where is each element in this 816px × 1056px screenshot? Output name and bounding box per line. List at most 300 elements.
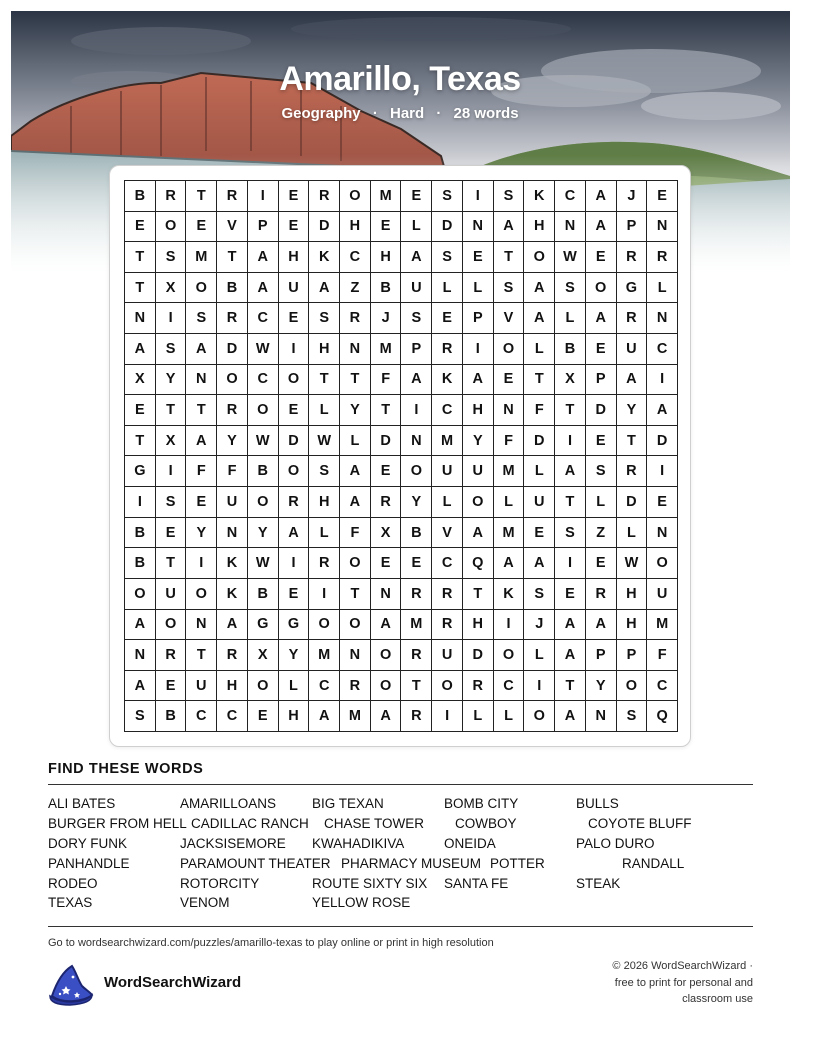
- grid-cell[interactable]: K: [494, 579, 525, 610]
- grid-cell[interactable]: S: [156, 334, 187, 365]
- grid-cell[interactable]: M: [432, 426, 463, 457]
- grid-cell[interactable]: V: [217, 212, 248, 243]
- grid-cell[interactable]: N: [340, 640, 371, 671]
- grid-cell[interactable]: U: [401, 273, 432, 304]
- grid-cell[interactable]: L: [494, 701, 525, 732]
- grid-cell[interactable]: L: [524, 456, 555, 487]
- grid-cell[interactable]: J: [617, 181, 648, 212]
- grid-cell[interactable]: O: [494, 640, 525, 671]
- grid-cell[interactable]: P: [617, 640, 648, 671]
- grid-cell[interactable]: A: [524, 548, 555, 579]
- grid-cell[interactable]: L: [494, 487, 525, 518]
- grid-cell[interactable]: I: [647, 456, 678, 487]
- grid-cell[interactable]: T: [156, 548, 187, 579]
- grid-cell[interactable]: T: [340, 365, 371, 396]
- grid-cell[interactable]: K: [217, 548, 248, 579]
- grid-cell[interactable]: L: [524, 334, 555, 365]
- grid-cell[interactable]: U: [647, 579, 678, 610]
- grid-cell[interactable]: O: [279, 456, 310, 487]
- grid-cell[interactable]: E: [156, 671, 187, 702]
- grid-cell[interactable]: A: [524, 273, 555, 304]
- grid-cell[interactable]: I: [494, 610, 525, 641]
- grid-cell[interactable]: Y: [217, 426, 248, 457]
- grid-cell[interactable]: W: [617, 548, 648, 579]
- grid-cell[interactable]: X: [125, 365, 156, 396]
- grid-cell[interactable]: I: [156, 456, 187, 487]
- grid-cell[interactable]: E: [279, 181, 310, 212]
- grid-cell[interactable]: T: [125, 273, 156, 304]
- grid-cell[interactable]: H: [309, 487, 340, 518]
- grid-cell[interactable]: O: [524, 701, 555, 732]
- grid-cell[interactable]: E: [647, 487, 678, 518]
- grid-cell[interactable]: R: [371, 487, 402, 518]
- grid-cell[interactable]: R: [617, 456, 648, 487]
- grid-cell[interactable]: D: [432, 212, 463, 243]
- grid-cell[interactable]: A: [309, 273, 340, 304]
- grid-cell[interactable]: E: [647, 181, 678, 212]
- grid-cell[interactable]: G: [279, 610, 310, 641]
- grid-cell[interactable]: A: [647, 395, 678, 426]
- grid-cell[interactable]: O: [248, 671, 279, 702]
- grid-cell[interactable]: E: [279, 395, 310, 426]
- grid-cell[interactable]: A: [494, 212, 525, 243]
- grid-cell[interactable]: A: [371, 701, 402, 732]
- grid-cell[interactable]: Y: [586, 671, 617, 702]
- grid-cell[interactable]: O: [494, 334, 525, 365]
- grid-cell[interactable]: A: [279, 518, 310, 549]
- grid-cell[interactable]: C: [647, 334, 678, 365]
- grid-cell[interactable]: N: [463, 212, 494, 243]
- grid-cell[interactable]: Q: [647, 701, 678, 732]
- grid-cell[interactable]: T: [125, 426, 156, 457]
- grid-cell[interactable]: S: [555, 518, 586, 549]
- grid-cell[interactable]: H: [279, 242, 310, 273]
- grid-cell[interactable]: P: [586, 365, 617, 396]
- grid-cell[interactable]: E: [125, 395, 156, 426]
- grid-cell[interactable]: A: [555, 701, 586, 732]
- grid-cell[interactable]: W: [309, 426, 340, 457]
- grid-cell[interactable]: M: [186, 242, 217, 273]
- grid-cell[interactable]: E: [586, 242, 617, 273]
- grid-cell[interactable]: S: [494, 273, 525, 304]
- grid-cell[interactable]: R: [432, 610, 463, 641]
- grid-cell[interactable]: F: [340, 518, 371, 549]
- grid-cell[interactable]: N: [186, 610, 217, 641]
- grid-cell[interactable]: G: [125, 456, 156, 487]
- grid-cell[interactable]: R: [279, 487, 310, 518]
- grid-cell[interactable]: L: [279, 671, 310, 702]
- grid-cell[interactable]: A: [340, 456, 371, 487]
- grid-cell[interactable]: R: [401, 640, 432, 671]
- grid-cell[interactable]: R: [647, 242, 678, 273]
- grid-cell[interactable]: U: [524, 487, 555, 518]
- grid-cell[interactable]: I: [555, 548, 586, 579]
- grid-cell[interactable]: C: [248, 365, 279, 396]
- grid-cell[interactable]: D: [617, 487, 648, 518]
- grid-cell[interactable]: A: [555, 456, 586, 487]
- grid-cell[interactable]: N: [371, 579, 402, 610]
- grid-cell[interactable]: E: [125, 212, 156, 243]
- grid-cell[interactable]: X: [156, 426, 187, 457]
- grid-cell[interactable]: H: [279, 701, 310, 732]
- grid-cell[interactable]: A: [494, 548, 525, 579]
- grid-cell[interactable]: C: [309, 671, 340, 702]
- grid-cell[interactable]: P: [617, 212, 648, 243]
- grid-cell[interactable]: P: [248, 212, 279, 243]
- grid-cell[interactable]: O: [309, 610, 340, 641]
- grid-cell[interactable]: V: [494, 303, 525, 334]
- grid-cell[interactable]: W: [248, 548, 279, 579]
- grid-cell[interactable]: R: [617, 303, 648, 334]
- grid-cell[interactable]: T: [371, 395, 402, 426]
- grid-cell[interactable]: D: [309, 212, 340, 243]
- grid-cell[interactable]: A: [524, 303, 555, 334]
- grid-cell[interactable]: R: [217, 181, 248, 212]
- grid-cell[interactable]: U: [279, 273, 310, 304]
- grid-cell[interactable]: R: [617, 242, 648, 273]
- grid-cell[interactable]: X: [371, 518, 402, 549]
- grid-cell[interactable]: O: [248, 395, 279, 426]
- grid-cell[interactable]: E: [186, 212, 217, 243]
- grid-cell[interactable]: N: [555, 212, 586, 243]
- grid-cell[interactable]: L: [432, 487, 463, 518]
- grid-cell[interactable]: O: [248, 487, 279, 518]
- grid-cell[interactable]: U: [463, 456, 494, 487]
- grid-cell[interactable]: E: [279, 303, 310, 334]
- grid-cell[interactable]: O: [371, 640, 402, 671]
- grid-cell[interactable]: O: [340, 181, 371, 212]
- grid-cell[interactable]: I: [401, 395, 432, 426]
- grid-cell[interactable]: D: [647, 426, 678, 457]
- grid-cell[interactable]: M: [371, 334, 402, 365]
- grid-cell[interactable]: E: [248, 701, 279, 732]
- grid-cell[interactable]: E: [186, 487, 217, 518]
- grid-cell[interactable]: A: [586, 181, 617, 212]
- grid-cell[interactable]: F: [494, 426, 525, 457]
- grid-cell[interactable]: T: [524, 365, 555, 396]
- grid-cell[interactable]: I: [463, 181, 494, 212]
- grid-cell[interactable]: A: [463, 365, 494, 396]
- grid-cell[interactable]: T: [186, 395, 217, 426]
- grid-cell[interactable]: E: [401, 548, 432, 579]
- grid-cell[interactable]: P: [401, 334, 432, 365]
- grid-cell[interactable]: T: [401, 671, 432, 702]
- grid-cell[interactable]: R: [156, 640, 187, 671]
- grid-cell[interactable]: D: [586, 395, 617, 426]
- grid-cell[interactable]: D: [524, 426, 555, 457]
- grid-cell[interactable]: T: [340, 579, 371, 610]
- grid-cell[interactable]: O: [647, 548, 678, 579]
- grid-cell[interactable]: A: [217, 610, 248, 641]
- grid-cell[interactable]: Y: [279, 640, 310, 671]
- grid-cell[interactable]: S: [617, 701, 648, 732]
- grid-cell[interactable]: X: [156, 273, 187, 304]
- grid-cell[interactable]: H: [309, 334, 340, 365]
- grid-cell[interactable]: E: [524, 518, 555, 549]
- grid-cell[interactable]: G: [248, 610, 279, 641]
- grid-cell[interactable]: S: [432, 242, 463, 273]
- grid-cell[interactable]: C: [217, 701, 248, 732]
- grid-cell[interactable]: N: [186, 365, 217, 396]
- grid-cell[interactable]: F: [524, 395, 555, 426]
- grid-cell[interactable]: R: [432, 334, 463, 365]
- grid-cell[interactable]: H: [617, 579, 648, 610]
- grid-cell[interactable]: W: [248, 334, 279, 365]
- grid-cell[interactable]: U: [156, 579, 187, 610]
- grid-cell[interactable]: N: [340, 334, 371, 365]
- grid-cell[interactable]: A: [248, 242, 279, 273]
- grid-cell[interactable]: E: [555, 579, 586, 610]
- grid-cell[interactable]: O: [125, 579, 156, 610]
- grid-cell[interactable]: N: [401, 426, 432, 457]
- grid-cell[interactable]: M: [309, 640, 340, 671]
- grid-cell[interactable]: S: [156, 242, 187, 273]
- grid-cell[interactable]: T: [156, 395, 187, 426]
- grid-cell[interactable]: H: [217, 671, 248, 702]
- grid-cell[interactable]: O: [432, 671, 463, 702]
- grid-cell[interactable]: F: [647, 640, 678, 671]
- grid-cell[interactable]: T: [186, 181, 217, 212]
- grid-cell[interactable]: R: [340, 303, 371, 334]
- grid-cell[interactable]: D: [279, 426, 310, 457]
- grid-cell[interactable]: C: [186, 701, 217, 732]
- grid-cell[interactable]: L: [463, 701, 494, 732]
- grid-cell[interactable]: I: [186, 548, 217, 579]
- grid-cell[interactable]: A: [248, 273, 279, 304]
- grid-cell[interactable]: E: [371, 212, 402, 243]
- grid-cell[interactable]: I: [555, 426, 586, 457]
- grid-cell[interactable]: F: [371, 365, 402, 396]
- grid-cell[interactable]: Q: [463, 548, 494, 579]
- grid-cell[interactable]: S: [494, 181, 525, 212]
- grid-cell[interactable]: U: [617, 334, 648, 365]
- grid-cell[interactable]: R: [309, 181, 340, 212]
- grid-cell[interactable]: A: [555, 610, 586, 641]
- grid-cell[interactable]: H: [524, 212, 555, 243]
- grid-cell[interactable]: H: [617, 610, 648, 641]
- grid-cell[interactable]: A: [617, 365, 648, 396]
- grid-cell[interactable]: C: [494, 671, 525, 702]
- grid-cell[interactable]: I: [463, 334, 494, 365]
- grid-cell[interactable]: S: [432, 181, 463, 212]
- grid-cell[interactable]: B: [371, 273, 402, 304]
- grid-cell[interactable]: V: [432, 518, 463, 549]
- grid-cell[interactable]: C: [432, 548, 463, 579]
- grid-cell[interactable]: L: [586, 487, 617, 518]
- grid-cell[interactable]: B: [156, 701, 187, 732]
- grid-cell[interactable]: T: [555, 671, 586, 702]
- grid-cell[interactable]: C: [647, 671, 678, 702]
- grid-cell[interactable]: B: [401, 518, 432, 549]
- grid-cell[interactable]: Y: [340, 395, 371, 426]
- grid-cell[interactable]: O: [617, 671, 648, 702]
- grid-cell[interactable]: I: [432, 701, 463, 732]
- grid-cell[interactable]: C: [248, 303, 279, 334]
- grid-cell[interactable]: M: [494, 518, 525, 549]
- grid-cell[interactable]: Y: [617, 395, 648, 426]
- grid-cell[interactable]: Y: [463, 426, 494, 457]
- grid-cell[interactable]: I: [279, 334, 310, 365]
- grid-cell[interactable]: U: [432, 456, 463, 487]
- grid-cell[interactable]: L: [524, 640, 555, 671]
- grid-cell[interactable]: Y: [248, 518, 279, 549]
- footer-link-text[interactable]: Go to wordsearchwizard.com/puzzles/amarillo-texas to play online or print in high resolution: [48, 937, 494, 949]
- grid-cell[interactable]: T: [309, 365, 340, 396]
- grid-cell[interactable]: M: [401, 610, 432, 641]
- grid-cell[interactable]: N: [647, 303, 678, 334]
- grid-cell[interactable]: A: [586, 212, 617, 243]
- grid-cell[interactable]: L: [401, 212, 432, 243]
- grid-cell[interactable]: M: [647, 610, 678, 641]
- grid-cell[interactable]: L: [340, 426, 371, 457]
- grid-cell[interactable]: U: [432, 640, 463, 671]
- grid-cell[interactable]: L: [309, 395, 340, 426]
- grid-cell[interactable]: A: [186, 426, 217, 457]
- grid-cell[interactable]: L: [617, 518, 648, 549]
- grid-cell[interactable]: B: [248, 456, 279, 487]
- grid-cell[interactable]: R: [463, 671, 494, 702]
- grid-cell[interactable]: H: [463, 610, 494, 641]
- grid-cell[interactable]: F: [186, 456, 217, 487]
- grid-cell[interactable]: S: [125, 701, 156, 732]
- grid-cell[interactable]: M: [371, 181, 402, 212]
- grid-cell[interactable]: O: [371, 671, 402, 702]
- grid-cell[interactable]: T: [463, 579, 494, 610]
- grid-cell[interactable]: O: [463, 487, 494, 518]
- grid-cell[interactable]: Y: [186, 518, 217, 549]
- grid-cell[interactable]: L: [647, 273, 678, 304]
- grid-cell[interactable]: R: [217, 303, 248, 334]
- grid-cell[interactable]: H: [463, 395, 494, 426]
- grid-cell[interactable]: D: [371, 426, 402, 457]
- grid-cell[interactable]: A: [586, 303, 617, 334]
- grid-cell[interactable]: W: [248, 426, 279, 457]
- grid-cell[interactable]: K: [217, 579, 248, 610]
- grid-cell[interactable]: A: [463, 518, 494, 549]
- grid-cell[interactable]: E: [586, 334, 617, 365]
- grid-cell[interactable]: O: [401, 456, 432, 487]
- grid-cell[interactable]: D: [463, 640, 494, 671]
- grid-cell[interactable]: Y: [401, 487, 432, 518]
- grid-cell[interactable]: S: [555, 273, 586, 304]
- grid-cell[interactable]: H: [371, 242, 402, 273]
- grid-cell[interactable]: R: [432, 579, 463, 610]
- grid-cell[interactable]: O: [586, 273, 617, 304]
- grid-cell[interactable]: A: [125, 610, 156, 641]
- grid-cell[interactable]: S: [586, 456, 617, 487]
- grid-cell[interactable]: T: [186, 640, 217, 671]
- grid-cell[interactable]: T: [617, 426, 648, 457]
- grid-cell[interactable]: F: [217, 456, 248, 487]
- grid-cell[interactable]: A: [340, 487, 371, 518]
- grid-cell[interactable]: O: [186, 273, 217, 304]
- grid-cell[interactable]: T: [125, 242, 156, 273]
- grid-cell[interactable]: S: [524, 579, 555, 610]
- grid-cell[interactable]: O: [340, 610, 371, 641]
- grid-cell[interactable]: T: [494, 242, 525, 273]
- grid-cell[interactable]: S: [401, 303, 432, 334]
- grid-cell[interactable]: N: [125, 303, 156, 334]
- grid-cell[interactable]: M: [340, 701, 371, 732]
- grid-cell[interactable]: E: [279, 579, 310, 610]
- grid-cell[interactable]: C: [340, 242, 371, 273]
- grid-cell[interactable]: O: [279, 365, 310, 396]
- grid-cell[interactable]: D: [217, 334, 248, 365]
- grid-cell[interactable]: A: [401, 365, 432, 396]
- grid-cell[interactable]: K: [524, 181, 555, 212]
- grid-cell[interactable]: N: [647, 518, 678, 549]
- grid-cell[interactable]: R: [309, 548, 340, 579]
- grid-cell[interactable]: G: [617, 273, 648, 304]
- grid-cell[interactable]: X: [248, 640, 279, 671]
- grid-cell[interactable]: E: [371, 456, 402, 487]
- grid-cell[interactable]: S: [309, 303, 340, 334]
- grid-cell[interactable]: I: [309, 579, 340, 610]
- grid-cell[interactable]: I: [248, 181, 279, 212]
- grid-cell[interactable]: L: [432, 273, 463, 304]
- grid-cell[interactable]: J: [524, 610, 555, 641]
- grid-cell[interactable]: O: [524, 242, 555, 273]
- grid-cell[interactable]: A: [125, 334, 156, 365]
- grid-cell[interactable]: C: [555, 181, 586, 212]
- grid-cell[interactable]: K: [432, 365, 463, 396]
- grid-cell[interactable]: R: [217, 395, 248, 426]
- grid-cell[interactable]: Y: [156, 365, 187, 396]
- grid-cell[interactable]: O: [340, 548, 371, 579]
- grid-cell[interactable]: E: [156, 518, 187, 549]
- grid-cell[interactable]: M: [494, 456, 525, 487]
- grid-cell[interactable]: E: [401, 181, 432, 212]
- grid-cell[interactable]: A: [309, 701, 340, 732]
- grid-cell[interactable]: R: [340, 671, 371, 702]
- grid-cell[interactable]: B: [125, 181, 156, 212]
- grid-cell[interactable]: E: [586, 548, 617, 579]
- grid-cell[interactable]: E: [432, 303, 463, 334]
- grid-cell[interactable]: U: [186, 671, 217, 702]
- letter-grid[interactable]: [124, 180, 678, 732]
- grid-cell[interactable]: A: [125, 671, 156, 702]
- grid-cell[interactable]: S: [186, 303, 217, 334]
- grid-cell[interactable]: R: [217, 640, 248, 671]
- grid-cell[interactable]: I: [647, 365, 678, 396]
- grid-cell[interactable]: N: [647, 212, 678, 243]
- grid-cell[interactable]: R: [401, 579, 432, 610]
- grid-cell[interactable]: Z: [586, 518, 617, 549]
- grid-cell[interactable]: O: [186, 579, 217, 610]
- grid-cell[interactable]: A: [555, 640, 586, 671]
- grid-cell[interactable]: N: [586, 701, 617, 732]
- grid-cell[interactable]: E: [279, 212, 310, 243]
- grid-cell[interactable]: A: [401, 242, 432, 273]
- grid-cell[interactable]: U: [217, 487, 248, 518]
- grid-cell[interactable]: J: [371, 303, 402, 334]
- grid-cell[interactable]: B: [217, 273, 248, 304]
- grid-cell[interactable]: E: [494, 365, 525, 396]
- grid-cell[interactable]: O: [156, 610, 187, 641]
- grid-cell[interactable]: C: [432, 395, 463, 426]
- grid-cell[interactable]: T: [217, 242, 248, 273]
- grid-cell[interactable]: W: [555, 242, 586, 273]
- grid-cell[interactable]: E: [586, 426, 617, 457]
- grid-cell[interactable]: P: [586, 640, 617, 671]
- grid-cell[interactable]: B: [125, 548, 156, 579]
- grid-cell[interactable]: L: [555, 303, 586, 334]
- grid-cell[interactable]: S: [156, 487, 187, 518]
- grid-cell[interactable]: Z: [340, 273, 371, 304]
- grid-cell[interactable]: L: [309, 518, 340, 549]
- grid-cell[interactable]: H: [340, 212, 371, 243]
- grid-cell[interactable]: O: [217, 365, 248, 396]
